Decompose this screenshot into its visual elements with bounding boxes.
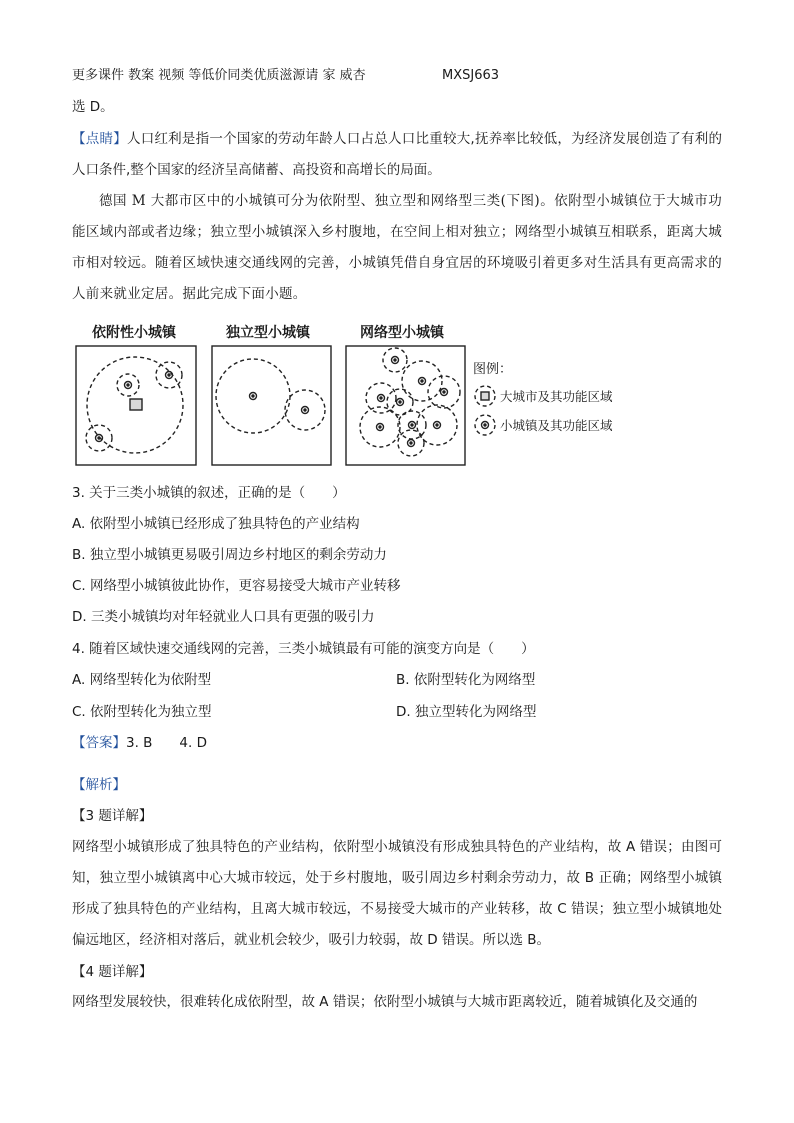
q4-stem: 4. 随着区域快速交通线网的完善，三类小城镇最有可能的演变方向是（ ） (72, 641, 535, 657)
q4-analysis-text: 网络型发展较快，很难转化成依附型，故 A 错误；依附型小城镇与大城市距离较近，随着城镇化及交通的 (72, 994, 698, 1010)
legend-title: 图例： (473, 362, 513, 377)
q3-option-a: A. 依附型小城镇已经形成了独具特色的产业结构 (72, 516, 360, 532)
panel-title-dependent: 依附性小城镇 (92, 325, 176, 341)
town-types-figure (72, 322, 632, 472)
header-promo (72, 66, 500, 86)
previous-answer-line: 选 D。 (72, 99, 114, 115)
q4-analysis-heading: 【4 题详解】 (72, 964, 153, 980)
q3-option-d: D. 三类小城镇均对年轻就业人口具有更强的吸引力 (72, 609, 375, 625)
q4-option-b: B. 依附型转化为网络型 (396, 672, 536, 688)
analysis-label: 【解析】 (72, 777, 126, 793)
header-code: MXSJ663 (442, 68, 500, 83)
panel-title-independent: 独立型小城镇 (226, 325, 310, 341)
small-town-markers (377, 357, 448, 447)
answer-text: 3. B 4. D (126, 735, 207, 751)
big-city-marker (130, 399, 142, 410)
small-town-markers (250, 393, 309, 414)
dianjing-text: 人口红利是指一个国家的劳动年龄人口占总人口比重较大,抚养率比较低，为经济发展创造了有利的人口条件,整个国家的经济呈高储蓄、高投资和高增长的局面。 (72, 131, 723, 178)
answer-label: 【答案】 (72, 735, 126, 751)
q3-option-b: B. 独立型小城镇更易吸引周边乡村地区的剩余劳动力 (72, 547, 387, 563)
dianjing-label: 【点睛】 (72, 131, 127, 147)
q3-analysis-text: 网络型小城镇形成了独具特色的产业结构，依附型小城镇没有形成独具特色的产业结构，故 A 错误；由图可知，独立型小城镇离中心大城市较远，处于乡村腹地，吸引周边乡村剩余劳动力，故 B 正确；网络型小城镇形成了独具特色的产业结构，且离大城市较远，不易接受大城市的产业转移，故 C 错误；独立型小城镇地处偏远地区，经济相对落后，就业机会较少，吸引力较弱，故 D 错误。所以选 B。 (72, 839, 722, 948)
panel-network-frame (346, 346, 465, 465)
q3-option-c: C. 网络型小城镇彼此协作，更容易接受大城市产业转移 (72, 578, 401, 594)
legend-big-city-label: 大城市及其功能区域 (500, 389, 613, 404)
q4-option-d: D. 独立型转化为网络型 (396, 704, 537, 720)
q4-option-a: A. 网络型转化为依附型 (72, 672, 212, 688)
panel-independent-frame (212, 346, 331, 465)
panel-title-network: 网络型小城镇 (360, 325, 444, 341)
material-paragraph: 德国 M 大都市区中的小城镇可分为依附型、独立型和网络型三类(下图)。依附型小城镇位于大城市功能区域内部或者边缘；独立型小城镇深入乡村腹地，在空间上相对独立；网络型小城镇互相联系，距离大城市相对较远。随着区域快速交通线网的完善，小城镇凭借自身宜居的环境吸引着更多对生活具有更高需求的人前来就业定居。据此完成下面小题。 (72, 193, 722, 302)
legend-small-town-label: 小城镇及其功能区域 (500, 418, 613, 433)
header-promo-text: 更多课件 教案 视频 等低价同类优质滋源请 家 威杏 (72, 68, 366, 83)
q3-analysis-heading: 【3 题详解】 (72, 808, 153, 824)
q4-option-c: C. 依附型转化为独立型 (72, 704, 212, 720)
answer-line (72, 733, 207, 753)
q3-stem: 3. 关于三类小城镇的叙述，正确的是（ ） (72, 485, 346, 501)
dianjing-paragraph (72, 124, 722, 186)
